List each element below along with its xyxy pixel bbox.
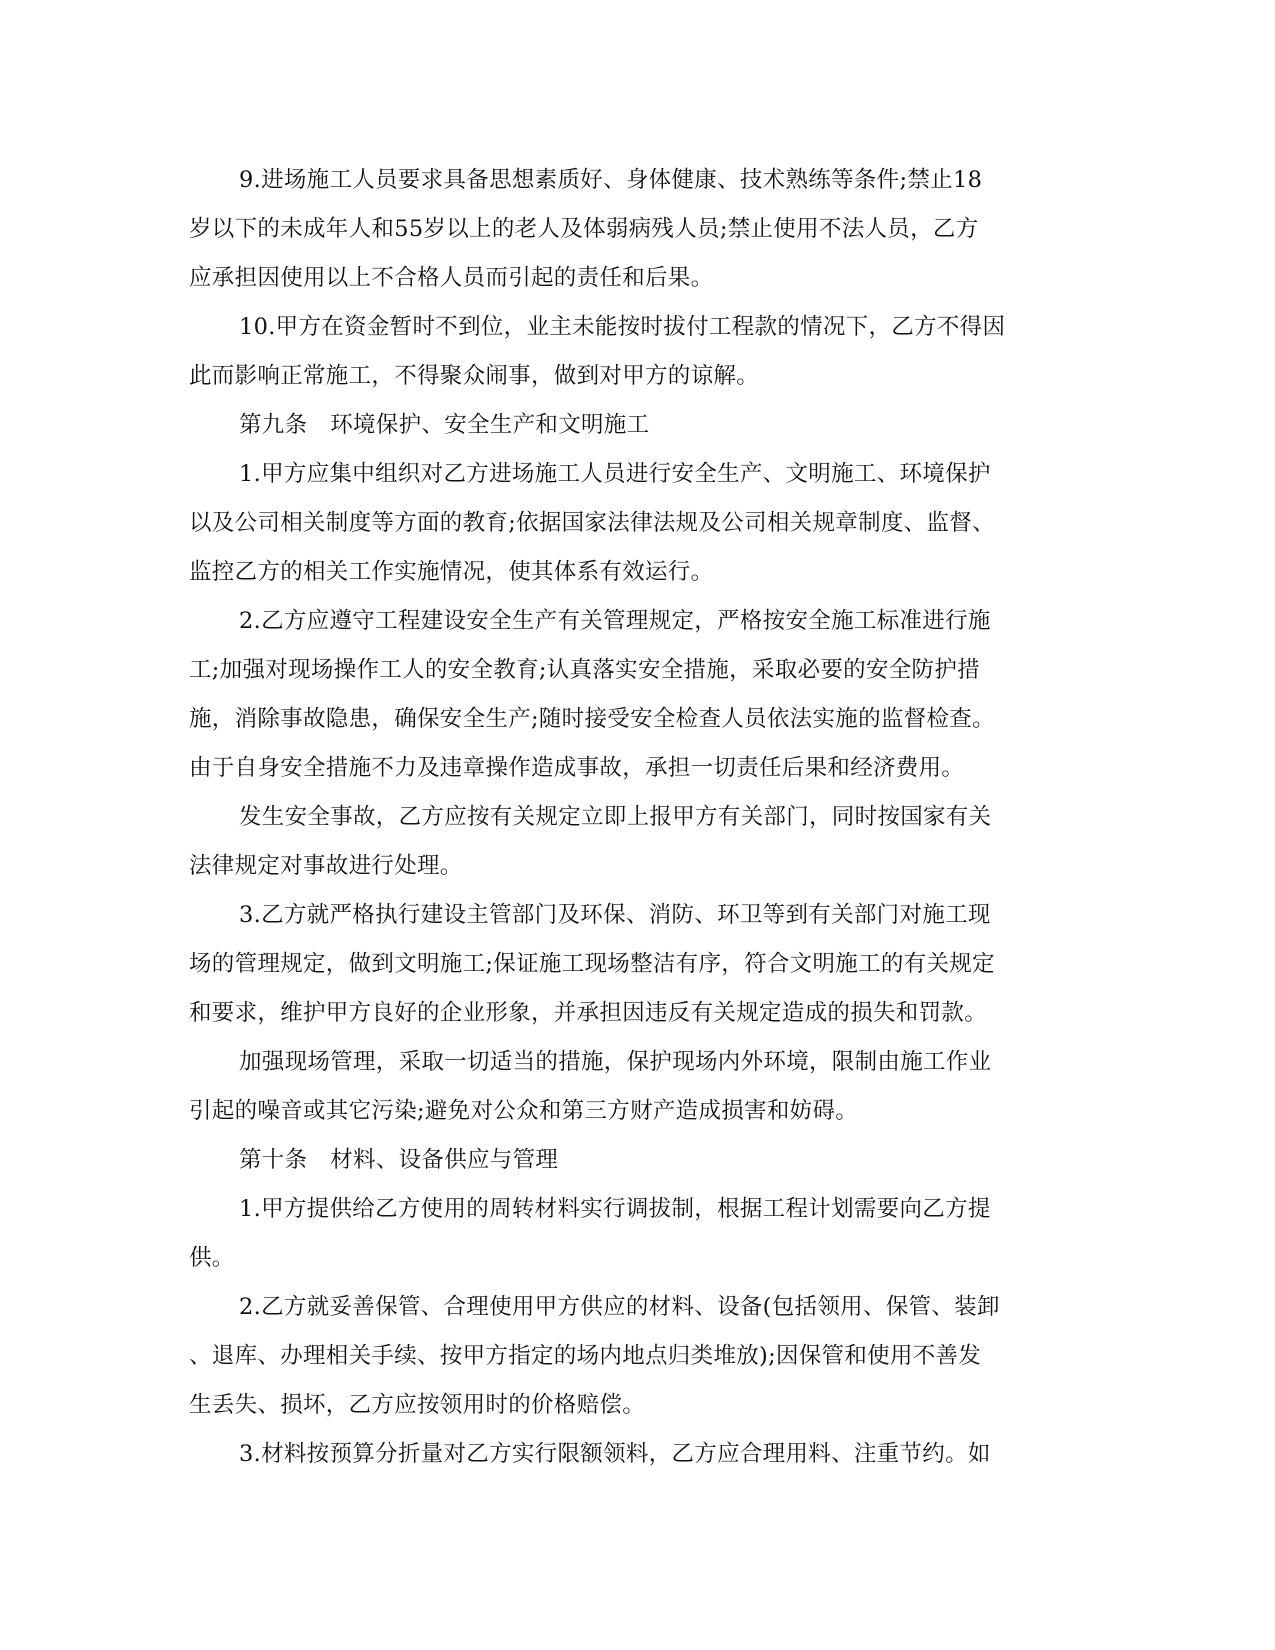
- text-line: 1.甲方应集中组织对乙方进场施工人员进行安全生产、文明施工、环境保护: [239, 461, 991, 487]
- text-line: 法律规定对事故进行处理。: [189, 853, 463, 879]
- text-line: 和要求，维护甲方良好的企业形象，并承担因违反有关规定造成的损失和罚款。: [189, 1000, 988, 1026]
- text-line: 1.甲方提供给乙方使用的周转材料实行调拔制，根据工程计划需要向乙方提: [239, 1196, 991, 1222]
- text-line: 9.进场施工人员要求具备思想素质好、身体健康、技术熟练等条件;禁止18: [239, 167, 983, 193]
- text-line: 第十条 材料、设备供应与管理: [239, 1147, 559, 1173]
- text-line: 引起的噪音或其它污染;避免对公众和第三方财产造成损害和妨碍。: [189, 1098, 859, 1124]
- text-line: 第九条 环境保护、安全生产和文明施工: [239, 412, 650, 438]
- document-body: [189, 156, 1069, 1479]
- text-line: 应承担因使用以上不合格人员而引起的责任和后果。: [189, 265, 714, 291]
- text-line: 工;加强对现场操作工人的安全教育;认真落实安全措施，采取必要的安全防护措: [189, 657, 980, 683]
- text-line: 加强现场管理，采取一切适当的措施，保护现场内外环境，限制由施工作业: [239, 1049, 992, 1075]
- text-line: 岁以下的未成年人和55岁以上的老人及体弱病残人员;禁止使用不法人员，乙方: [189, 216, 979, 242]
- text-line: 、退库、办理相关手续、按甲方指定的场内地点归类堆放);因保管和使用不善发: [189, 1343, 982, 1369]
- text-line: 供。: [189, 1245, 235, 1271]
- text-line: 生丢失、损坏，乙方应按领用时的价格赔偿。: [189, 1392, 646, 1418]
- text-line: 监控乙方的相关工作实施情况，使其体系有效运行。: [189, 559, 714, 585]
- text-line: 由于自身安全措施不力及违章操作造成事故，承担一切责任后果和经济费用。: [189, 755, 965, 781]
- text-line: 场的管理规定，做到文明施工;保证施工现场整洁有序，符合文明施工的有关规定: [189, 951, 995, 977]
- text-line: 2.乙方就妥善保管、合理使用甲方供应的材料、设备(包括领用、保管、装卸: [239, 1294, 1000, 1320]
- text-line: 2.乙方应遵守工程建设安全生产有关管理规定，严格按安全施工标准进行施: [239, 608, 991, 634]
- text-line: 3.材料按预算分折量对乙方实行限额领料，乙方应合理用料、注重节约。如: [239, 1441, 991, 1467]
- text-line: 3.乙方就严格执行建设主管部门及环保、消防、环卫等到有关部门对施工现: [239, 902, 991, 928]
- text-line: 发生安全事故，乙方应按有关规定立即上报甲方有关部门，同时按国家有关: [239, 804, 992, 830]
- text-line: 此而影响正常施工，不得聚众闹事，做到对甲方的谅解。: [189, 363, 760, 389]
- text-line: 施，消除事故隐患，确保安全生产;随时接受安全检查人员依法实施的监督检查。: [189, 706, 995, 732]
- text-line: 10.甲方在资金暂时不到位，业主未能按时拔付工程款的情况下，乙方不得因: [239, 314, 1006, 340]
- text-line: 以及公司相关制度等方面的教育;依据国家法律法规及公司相关规章制度、监督、: [189, 510, 995, 536]
